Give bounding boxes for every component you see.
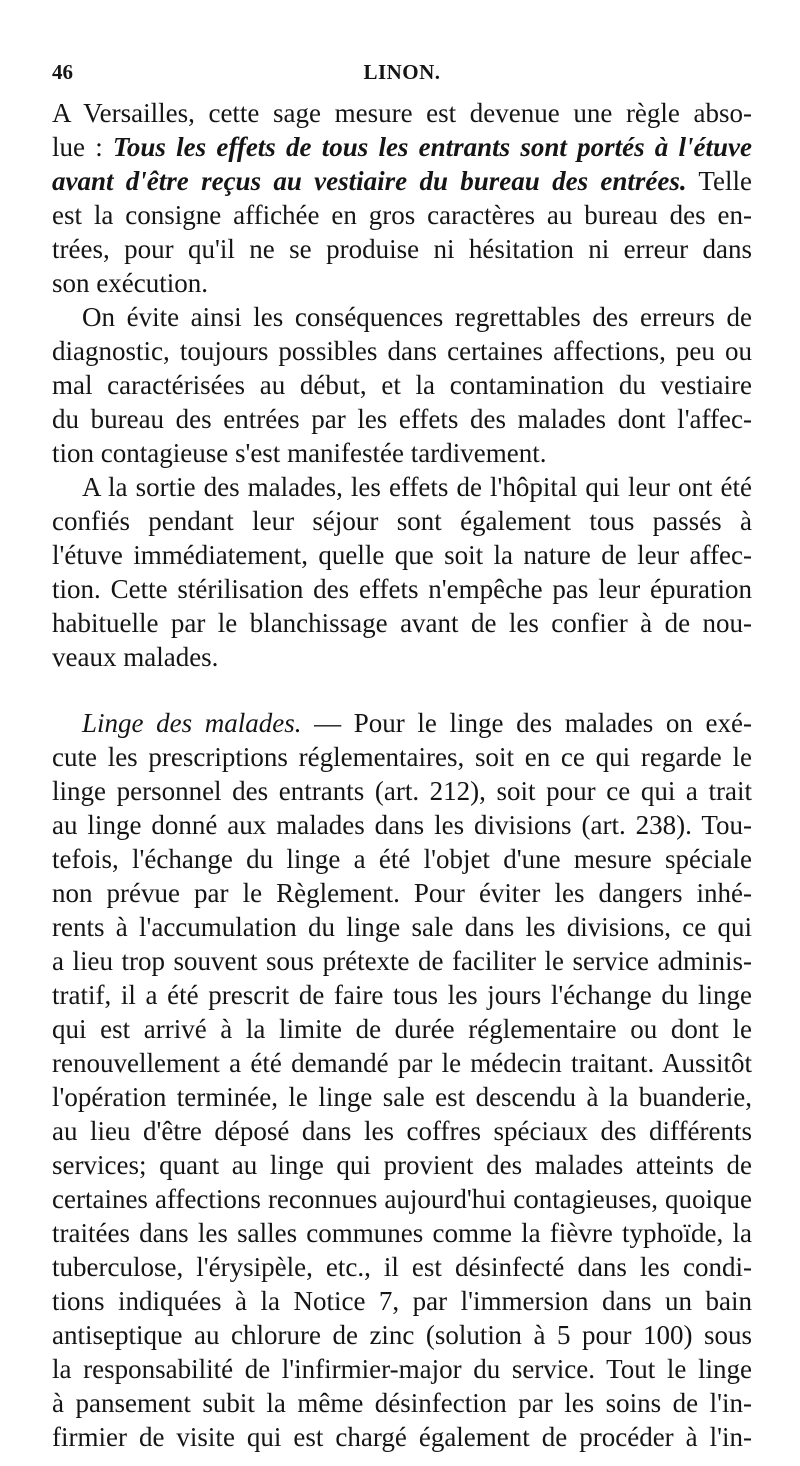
text-line: confiés pendant leur séjour sont également tous passés à	[52, 506, 752, 536]
text-line: au lieu d'être déposé dans les coffres spéciaux des différents	[52, 1116, 752, 1146]
text-line: tuberculose, l'érysipèle, etc., il est désinfecté dans les condi-	[52, 1252, 752, 1282]
section-heading: Linge des malades.	[82, 708, 302, 738]
text-line: l'opération terminée, le linge sale est descendu à la buanderie,	[52, 1082, 752, 1112]
text-line: trées, pour qu'il ne se produise ni hésitation ni erreur dans	[52, 234, 752, 264]
text-line: tion. Cette stérilisation des effets n'empêche pas leur épuration	[52, 574, 752, 604]
text-line: antiseptique au chlorure de zinc (solution à 5 pour 100) sous	[52, 1320, 752, 1350]
body-text	[52, 96, 752, 1454]
text-line: non prévue par le Règlement. Pour éviter les dangers inhé-	[52, 878, 752, 908]
text-line: qui est arrivé à la limite de durée réglementaire ou dont le	[52, 1014, 752, 1044]
text-line: tratif, il a été prescrit de faire tous les jours l'échange du linge	[52, 980, 752, 1010]
text-line: veaux malades.	[52, 642, 219, 672]
text-line: A Versailles, cette sage mesure est devenue une règle abso-	[52, 98, 752, 128]
text-line: son exécution.	[52, 268, 208, 298]
text-line: diagnostic, toujours possibles dans certaines affections, peu ou	[52, 336, 752, 366]
text-line: traitées dans les salles communes comme la fièvre typhoïde, la	[52, 1218, 752, 1248]
text-line: cute les prescriptions réglementaires, soit en ce qui regarde le	[52, 742, 752, 772]
text-line: certaines affections reconnues aujourd'hui contagieuses, quoique	[52, 1184, 752, 1214]
text-line: tions indiquées à la Notice 7, par l'immersion dans un bain	[52, 1286, 752, 1316]
emphasis-text: Tous les effets de tous les entrants sont portés à l'étuve	[112, 132, 752, 162]
paragraph-consequences	[52, 300, 752, 470]
text-line: firmier de visite qui est chargé également de procéder à l'in-	[52, 1422, 752, 1452]
text-line: l'étuve immédiatement, quelle que soit la nature de leur affec-	[52, 540, 752, 570]
text-line: A la sortie des malades, les effets de l'hôpital qui leur ont été	[82, 472, 752, 502]
paragraph-linge	[52, 706, 752, 1454]
text-line: renouvellement a été demandé par le médecin traitant. Aussitôt	[52, 1048, 752, 1078]
paragraph-versailles	[52, 96, 752, 300]
emphasis-text: avant d'être reçus au vestiaire du bureau des entrées.	[52, 166, 687, 196]
running-head	[52, 60, 752, 88]
text-line: du bureau des entrées par les effets des malades dont l'affec-	[52, 404, 752, 434]
section-gap	[52, 674, 752, 706]
text-line: est la consigne affichée en gros caractères au bureau des en-	[52, 200, 752, 230]
text-line	[52, 164, 752, 198]
text-line: rents à l'accumulation du linge sale dans les divisions, ce qui	[52, 912, 752, 942]
text-line	[52, 130, 752, 164]
paragraph-sortie	[52, 470, 752, 674]
text-line: la responsabilité de l'infirmier-major du service. Tout le linge	[52, 1354, 752, 1384]
text-line: à pansement subit la même désinfection par les soins de l'in-	[52, 1388, 752, 1418]
text-line: services; quant au linge qui provient des malades atteints de	[52, 1150, 752, 1180]
running-title: LINON.	[363, 60, 441, 84]
text-span: Telle	[686, 166, 752, 196]
text-line: mal caractérisées au début, et la contamination du vestiaire	[52, 370, 752, 400]
text-span: — Pour le linge des malades on exé-	[301, 708, 752, 738]
text-line: tefois, l'échange du linge a été l'objet d'une mesure spéciale	[52, 844, 752, 874]
text-span: lue :	[52, 132, 113, 162]
text-line: tion contagieuse s'est manifestée tardivement.	[52, 438, 547, 468]
text-line: linge personnel des entrants (art. 212), soit pour ce qui a trait	[52, 776, 752, 806]
page-number: 46	[52, 60, 73, 84]
text-line: On évite ainsi les conséquences regrettables des erreurs de	[82, 302, 752, 332]
text-line: au linge donné aux malades dans les divisions (art. 238). Tou-	[52, 810, 752, 840]
text-line: habituelle par le blanchissage avant de les confier à de nou-	[52, 608, 752, 638]
text-line	[52, 706, 752, 740]
text-line: a lieu trop souvent sous prétexte de faciliter le service adminis-	[52, 946, 752, 976]
